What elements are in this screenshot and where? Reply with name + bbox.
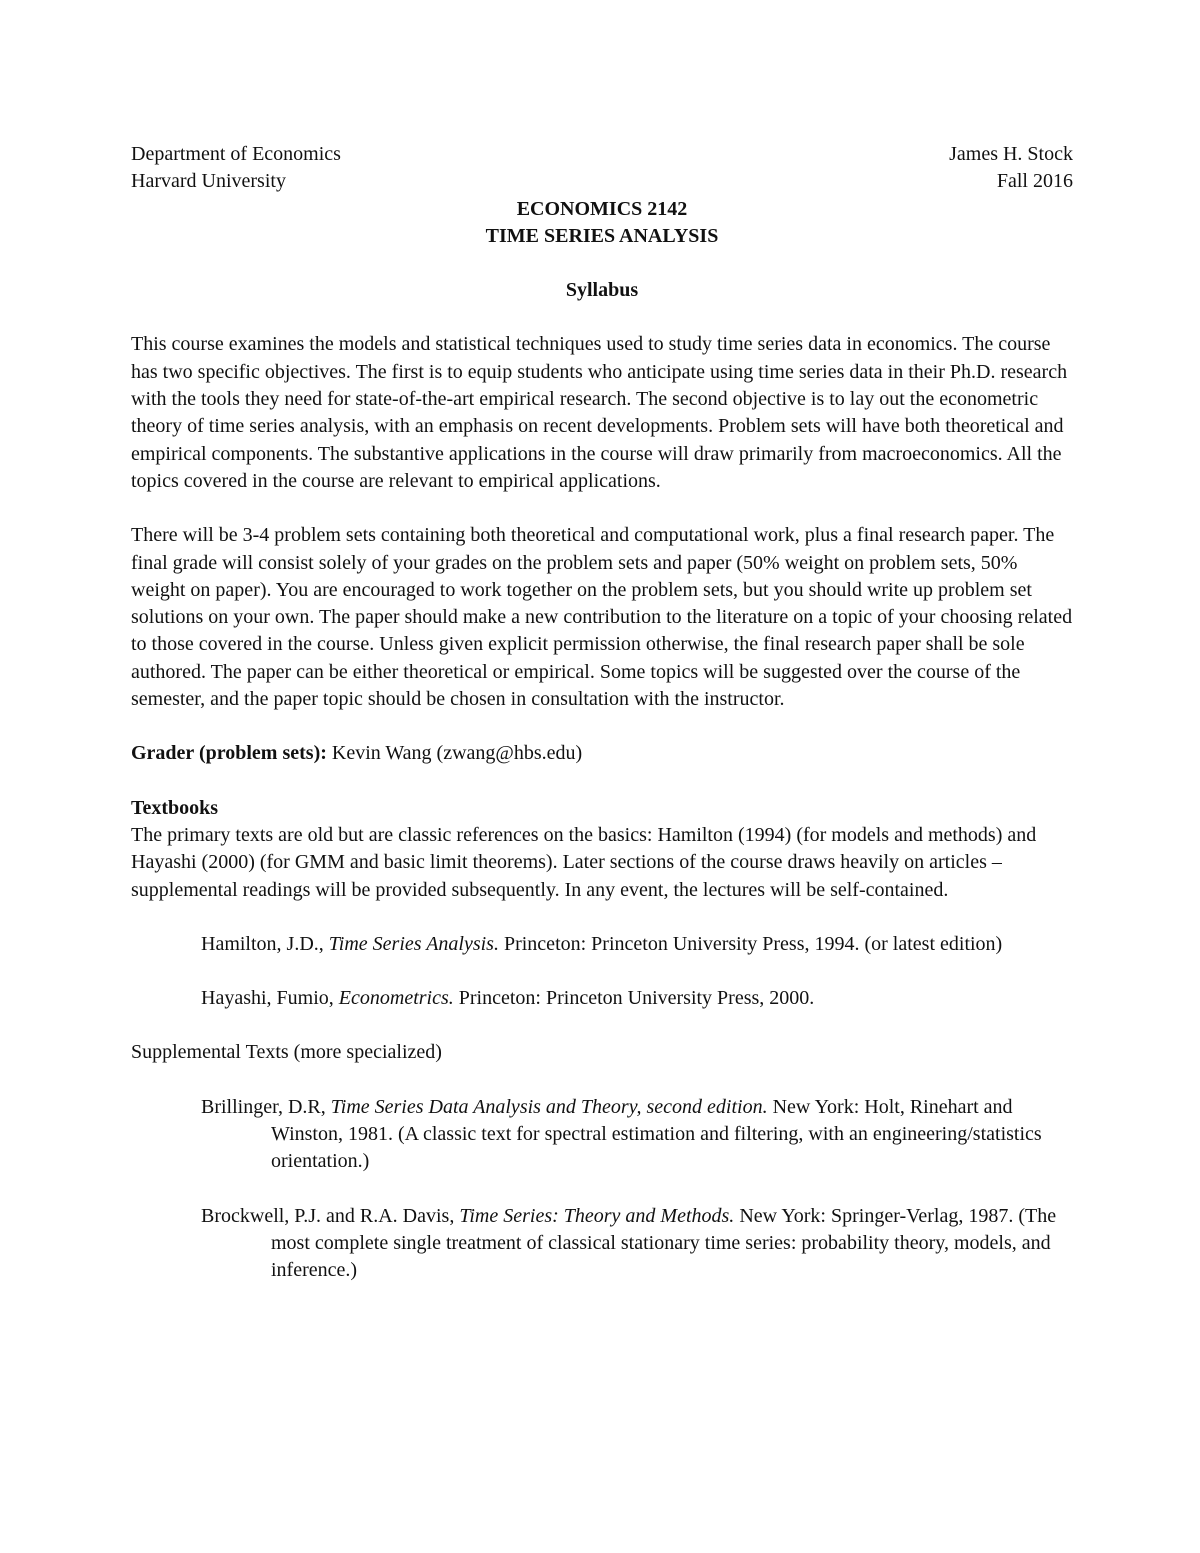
reference-author: Brockwell, P.J. and R.A. Davis, bbox=[201, 1204, 460, 1227]
requirements-paragraph: There will be 3-4 problem sets containing both theoretical and computational work, plus a final research paper. The final grade will consist solely of your grades on the problem sets and paper (50% weight on problem sets, 50% weight on paper). You are encouraged to work together on the problem sets, but you should write up problem set solutions on your own. The paper should make a new contribution to the literature on a topic of your choosing related to those covered in the course. Unless given explicit permission otherwise, the final research paper shall be sole authored. The paper can be either theoretical or empirical. Some topics will be suggested over the course of the semester, and the paper topic should be chosen in consultation with the instructor. bbox=[131, 524, 1073, 711]
textbooks-intro: The primary texts are old but are classic references on the basics: Hamilton (1994) (for models and methods) and Hayashi (2000) (for GMM and basic limit theorems). Later sections of the course draws heavily on articles – supplemental readings will be provided subsequently. In any event, the lectures will be self-contained. bbox=[131, 823, 1037, 901]
reference-brillinger bbox=[131, 1094, 1073, 1176]
reference-hamilton bbox=[131, 931, 1073, 958]
course-number: ECONOMICS 2142 bbox=[516, 197, 688, 220]
intro-paragraph: This course examines the models and statistical techniques used to study time series data in economics. The course has two specific objectives. The first is to equip students who anticipate using time series data in their Ph.D. research with the tools they need for state-of-the-art empirical research. The second objective is to lay out the econometric theory of time series analysis, with an emphasis on recent developments. Problem sets will have both theoretical and empirical components. The substantive applications in the course will draw primarily from macroeconomics. All the topics covered in the course are relevant to empirical applications. bbox=[131, 333, 1068, 492]
grader-label: Grader (problem sets): bbox=[131, 742, 327, 765]
reference-author: Hamilton, J.D., bbox=[201, 932, 329, 955]
reference-title: Econometrics. bbox=[338, 987, 454, 1010]
reference-title: Time Series: Theory and Methods. bbox=[459, 1204, 735, 1227]
reference-author: Hayashi, Fumio, bbox=[201, 987, 339, 1010]
reference-title: Time Series Data Analysis and Theory, second edition. bbox=[330, 1095, 768, 1118]
reference-brockwell bbox=[131, 1203, 1073, 1285]
reference-details: Princeton: Princeton University Press, 2000. bbox=[453, 987, 815, 1010]
instructor-name: James H. Stock bbox=[949, 143, 1073, 165]
reference-details: Princeton: Princeton University Press, 1994. (or latest edition) bbox=[498, 932, 1003, 955]
reference-hayashi bbox=[131, 985, 1073, 1012]
reference-details: New York: Springer-Verlag, 1987. (The most complete single treatment of classical stationary time series: probability theory, models, and inference.) bbox=[271, 1204, 1057, 1282]
course-name: TIME SERIES ANALYSIS bbox=[485, 224, 719, 247]
reference-author: Brillinger, D.R, bbox=[201, 1095, 331, 1118]
reference-title: Time Series Analysis. bbox=[328, 932, 499, 955]
course-title-block bbox=[131, 196, 1073, 251]
supplemental-heading: Supplemental Texts (more specialized) bbox=[131, 1041, 442, 1064]
reference-details: New York: Holt, Rinehart and Winston, 1981. (A classic text for spectral estimation and filtering, with an engineering/statistics orientation.) bbox=[271, 1095, 1042, 1173]
grader-line bbox=[131, 740, 1073, 767]
term: Fall 2016 bbox=[996, 170, 1073, 193]
header-row-2 bbox=[131, 168, 1073, 195]
page-content bbox=[131, 141, 1073, 1285]
grader-value: Kevin Wang (zwang@hbs.edu) bbox=[326, 742, 583, 765]
header-row-1 bbox=[131, 141, 1073, 168]
university-name: Harvard University bbox=[131, 170, 286, 193]
textbooks-heading: Textbooks bbox=[131, 796, 219, 819]
department-name: Department of Economics bbox=[131, 143, 341, 165]
document-title: Syllabus bbox=[565, 279, 639, 302]
